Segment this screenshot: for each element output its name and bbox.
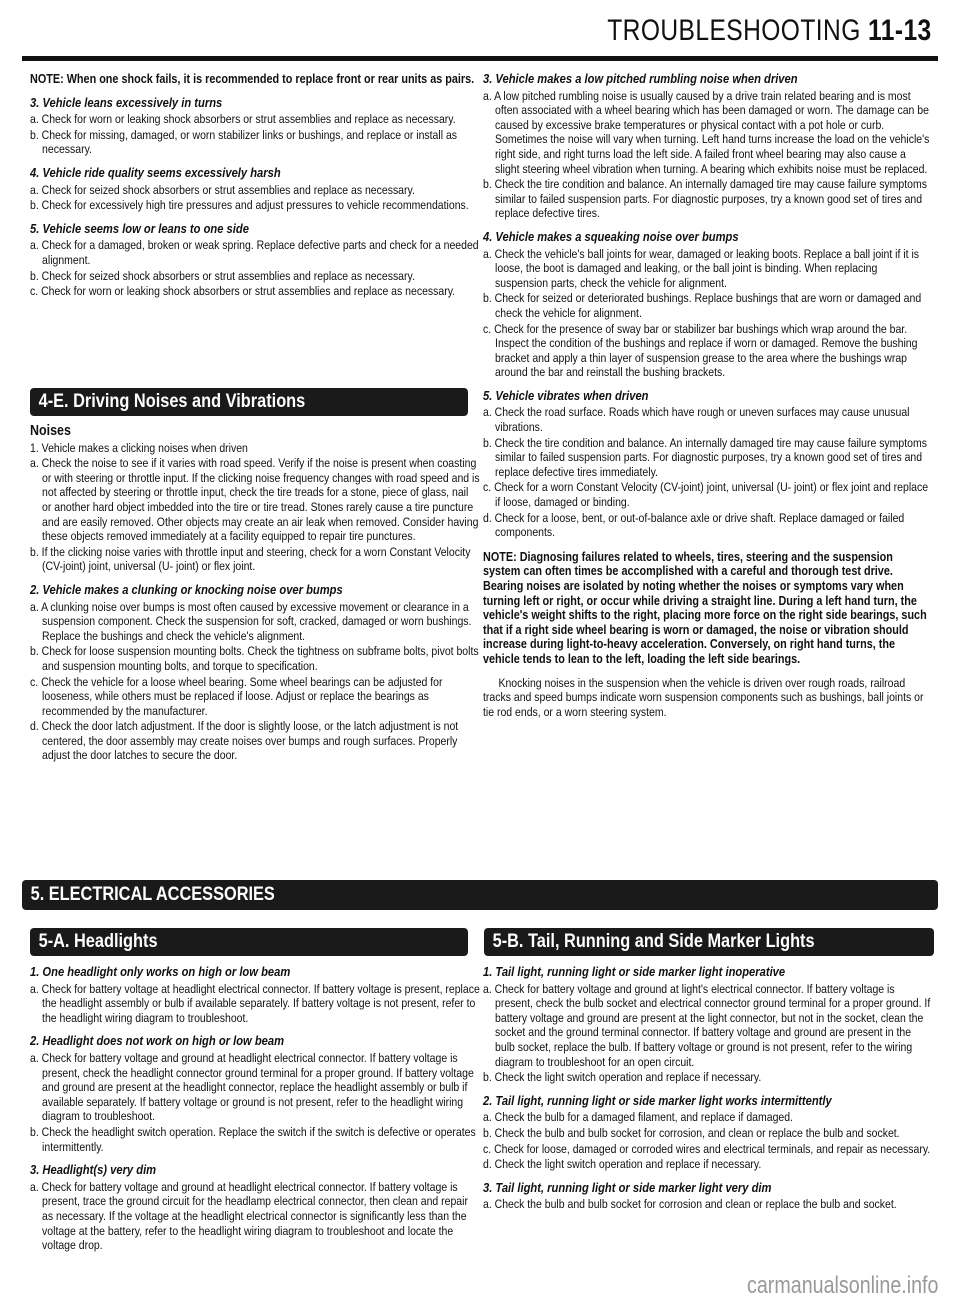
section-title: TROUBLESHOOTING bbox=[607, 14, 862, 47]
header-rule bbox=[22, 56, 938, 61]
banner-tail-lights: 5-B. Tail, Running and Side Marker Lights bbox=[484, 928, 934, 956]
list-item: b. Check for seized shock absorbers or strut assemblies and replace as necessary. bbox=[30, 268, 415, 283]
heading-headlight-not-work: 2. Headlight does not work on high or low beam bbox=[30, 1033, 285, 1049]
list-item: d. Check the light switch operation and replace if necessary. bbox=[483, 1157, 762, 1172]
tail-lights-column bbox=[483, 965, 933, 1213]
knocking-paragraph: Knocking noises in the suspension when the vehicle is driven over rough roads, railroad tracks and speed bumps indicate worn suspension components such as bushings, ball joints or tie rod ends, or a worn steering system. bbox=[483, 675, 924, 719]
watermark: carmanualsonline.info bbox=[746, 1272, 938, 1299]
list-item: a. Check the vehicle's ball joints for wear, damaged or leaking boots. Replace a ball joint if it is loose, the boot is damaged and leaking, or the ball joint is binding. When replacing suspension parts, check the vehicle for alignment. bbox=[483, 246, 920, 290]
list-item: b. Check the tire condition and balance. An internally damaged tire may cause failure symptoms similar to failed suspension parts. For diagnostic purposes, try a known good set of tires and replace defective tires. bbox=[483, 177, 927, 221]
list-item: a. Check for battery voltage and ground at light's electrical connector. If battery voltage is present, check the bulb socket and electrical connector ground terminal for a proper ground. If battery voltage and ground are present at the light connector, but not in the socket, clean the socket and the ground terminal connector. If battery voltage and ground are present in the bulb socket, replace the bulb. If battery voltage or ground is not present, refer to the wiring diagram to troubleshoot for an open circuit. bbox=[483, 981, 931, 1069]
list-item: d. Check the door latch adjustment. If the door is slightly loose, or the latch adjustment is not centered, the door assembly may create noises over bumps and rough surfaces. Properly adjust the door latches to secure the door. bbox=[30, 719, 459, 763]
list-item: b. Check for seized or deteriorated bushings. Replace bushings that are worn or damaged and check the vehicle for alignment. bbox=[483, 291, 922, 320]
list-item: b. Check for excessively high tire pressures and adjust pressures to vehicle recommendations. bbox=[30, 198, 469, 213]
list-item: c. Check for loose, damaged or corroded wires and electrical terminals, and repair as necessary. bbox=[483, 1141, 931, 1156]
shock-pairs-note: NOTE: When one shock fails, it is recommended to replace front or rear units as pairs. bbox=[30, 72, 475, 86]
list-item: a. Check the bulb for a damaged filament, and replace if damaged. bbox=[483, 1110, 793, 1125]
heading-clunking-noise: 2. Vehicle makes a clunking or knocking noise over bumps bbox=[30, 581, 343, 597]
heading-squeaking-noise: 4. Vehicle makes a squeaking noise over bumps bbox=[483, 228, 739, 244]
heading-low-or-leans: 5. Vehicle seems low or leans to one side bbox=[30, 220, 249, 236]
list-item: a. Check for a damaged, broken or weak spring. Replace defective parts and check for a needed alignment. bbox=[30, 238, 479, 267]
heading-headlight-dim: 3. Headlight(s) very dim bbox=[30, 1162, 157, 1178]
list-item: d. Check for a loose, bent, or out-of-balance axle or drive shaft. Replace damaged or failed components. bbox=[483, 510, 905, 540]
list-item: a. Check for battery voltage and ground at headlight electrical connector. If battery voltage is present, check the headlight connector ground terminal for a proper ground. If battery voltage and ground are present at the headlight connector, replace the headlight assembly or bulb if available separately. If battery voltage or ground is not present, refer to the headlight wiring diagram to troubleshoot. bbox=[30, 1050, 474, 1124]
list-item: a. Check for worn or leaking shock absorbers or strut assemblies and replace as necessary. bbox=[30, 112, 456, 127]
heading-rumbling-noise: 3. Vehicle makes a low pitched rumbling noise when driven bbox=[483, 71, 798, 86]
list-item: a. Check for battery voltage at headlight electrical connector. If battery voltage is present, replace the headlight assembly or bulb if available separately. If battery voltage is not present, refer to the headlight wiring diagram to troubleshoot. bbox=[30, 981, 480, 1025]
list-item: b. Check the headlight switch operation. Replace the switch if the switch is defective or operates intermittently. bbox=[30, 1124, 476, 1154]
page-header bbox=[0, 0, 960, 56]
heading-tail-inoperative: 1. Tail light, running light or side marker light inoperative bbox=[483, 964, 786, 979]
left-column-noises bbox=[30, 424, 480, 764]
banner-driving-noises: 4-E. Driving Noises and Vibrations bbox=[30, 388, 468, 416]
list-item: b. Check the bulb and bulb socket for corrosion, and clean or replace the bulb and socket. bbox=[483, 1125, 900, 1140]
page-title bbox=[608, 14, 932, 48]
list-item: b. Check the light switch operation and replace if necessary. bbox=[483, 1070, 762, 1085]
list-item: a. Check the road surface. Roads which have rough or uneven surfaces may cause unusual vibrations. bbox=[483, 405, 910, 435]
page-number: 11-13 bbox=[868, 14, 932, 47]
diagnosing-note: NOTE: Diagnosing failures related to wheels, tires, steering and the suspension system can often times be accomplished with a careful and thorough test drive. Bearing noises are isolated by noting whether the noises or symptoms vary when turning left or right, or occur while driving a straight line. During a left hand turn, the vehicle's weight shifts to the right, placing more force on the right side bearings, such that if a right side wheel bearing is worn or damaged, the noise or vibration should increase during light-to-heavy acceleration. Conversely, on right hand turns, the vehicle tends to lean to the left, loading the left side bearings. bbox=[483, 549, 927, 666]
banner-electrical-accessories: 5. ELECTRICAL ACCESSORIES bbox=[22, 880, 938, 910]
list-item: b. Check for loose suspension mounting bolts. Check the tightness on subframe bolts, pivot bolts and suspension mounting bolts, and torque to specification. bbox=[30, 644, 479, 673]
heading-tail-dim: 3. Tail light, running light or side marker light very dim bbox=[483, 1179, 772, 1195]
list-item: c. Check for worn or leaking shock absorbers or strut assemblies and replace as necessary. bbox=[30, 284, 456, 299]
left-column-top bbox=[30, 72, 480, 300]
list-item: a. A clunking noise over bumps is most often caused by excessive movement or clearance in a suspension component. Check the suspension for soft, cracked, damaged or worn bushings. Replace the bushings and check the vehicle's alignment. bbox=[30, 599, 472, 643]
list-item: 1. Vehicle makes a clicking noises when driven bbox=[30, 440, 248, 455]
headlights-column bbox=[30, 965, 480, 1254]
list-item: c. Check the vehicle for a loose wheel bearing. Some wheel bearings can be adjusted for looseness, while others must be replaced if loose. Adjust or replace the bearings as recommended by the manufacturer. bbox=[30, 674, 443, 718]
heading-vibrates: 5. Vehicle vibrates when driven bbox=[483, 387, 649, 403]
list-item: b. Check for missing, damaged, or worn stabilizer links or bushings, and replace or install as necessary. bbox=[30, 127, 458, 157]
list-item: b. If the clicking noise varies with throttle input and steering, check for a worn Constant Velocity (CV-joint) joint, universal (U- joint) or flex joint. bbox=[30, 544, 471, 574]
right-column-top bbox=[483, 72, 933, 719]
list-item: b. Check the tire condition and balance. An internally damaged tire may cause failure symptoms similar to failed suspension parts. For diagnostic purposes, try a known good set of tires and replace defective tires immediately. bbox=[483, 435, 927, 479]
list-item: a. A low pitched rumbling noise is usually caused by a drive train related bearing and is most often associated with a wheel bearing which has been damaged or worn. The damage can be caused by excessive brake temperatures or physical contact with a pot hole or curb. Sometimes the noise will vary when turning. Left hand turns increase the load on the vehicle's right side, and right turns load the left side. A failed front wheel bearing may also cause a slight steering wheel vibration when turning. A bearing which exhibits noise must be replaced. bbox=[483, 88, 930, 176]
heading-one-headlight: 1. One headlight only works on high or low beam bbox=[30, 964, 291, 979]
list-item: c. Check for a worn Constant Velocity (CV-joint) joint, universal (U- joint) or flex joint and replace if loose, damaged or binding. bbox=[483, 480, 929, 510]
heading-noises: Noises bbox=[30, 423, 71, 439]
heading-harsh-ride: 4. Vehicle ride quality seems excessively harsh bbox=[30, 164, 281, 180]
heading-leans-in-turns: 3. Vehicle leans excessively in turns bbox=[30, 94, 223, 110]
list-item: a. Check the bulb and bulb socket for corrosion and clean or replace the bulb and socket. bbox=[483, 1197, 897, 1212]
list-item: a. Check for battery voltage and ground at headlight electrical connector. If battery voltage is present, trace the ground circuit for the headlamp electrical connector, then clean and repair as necessary. If the voltage at the headlight electrical connector is significantly less than the voltage at the battery, refer to the headlight wiring diagram to troubleshoot and locate the voltage drop. bbox=[30, 1179, 468, 1253]
list-item: a. Check for seized shock absorbers or strut assemblies and replace as necessary. bbox=[30, 182, 415, 197]
banner-headlights: 5-A. Headlights bbox=[30, 928, 468, 956]
list-item: a. Check the noise to see if it varies with road speed. Verify if the noise is present when coasting or with steering or throttle input. If the clicking noise frequency changes with road speed and is not affected by steering or throttle input, check the tire treads for a stone, piece of glass, nail or another hard object imbedded into the tire or tire tread. Stones rarely cause a tire puncture and are easily removed. Other objects may create an air leak when removed. Consider having these objects removed immediately at a facility equipped to repair tire punctures. bbox=[30, 456, 480, 544]
list-item: c. Check for the presence of sway bar or stabilizer bar bushings which wrap around the bar. Inspect the condition of the bushings and replace if worn or damaged. Remove the bushing bracket and apply a thin layer of suspension grease to the area where the bushings wrap around the bar and reinstall the bushing brackets. bbox=[483, 321, 918, 380]
heading-tail-intermittent: 2. Tail light, running light or side marker light works intermittently bbox=[483, 1092, 832, 1108]
